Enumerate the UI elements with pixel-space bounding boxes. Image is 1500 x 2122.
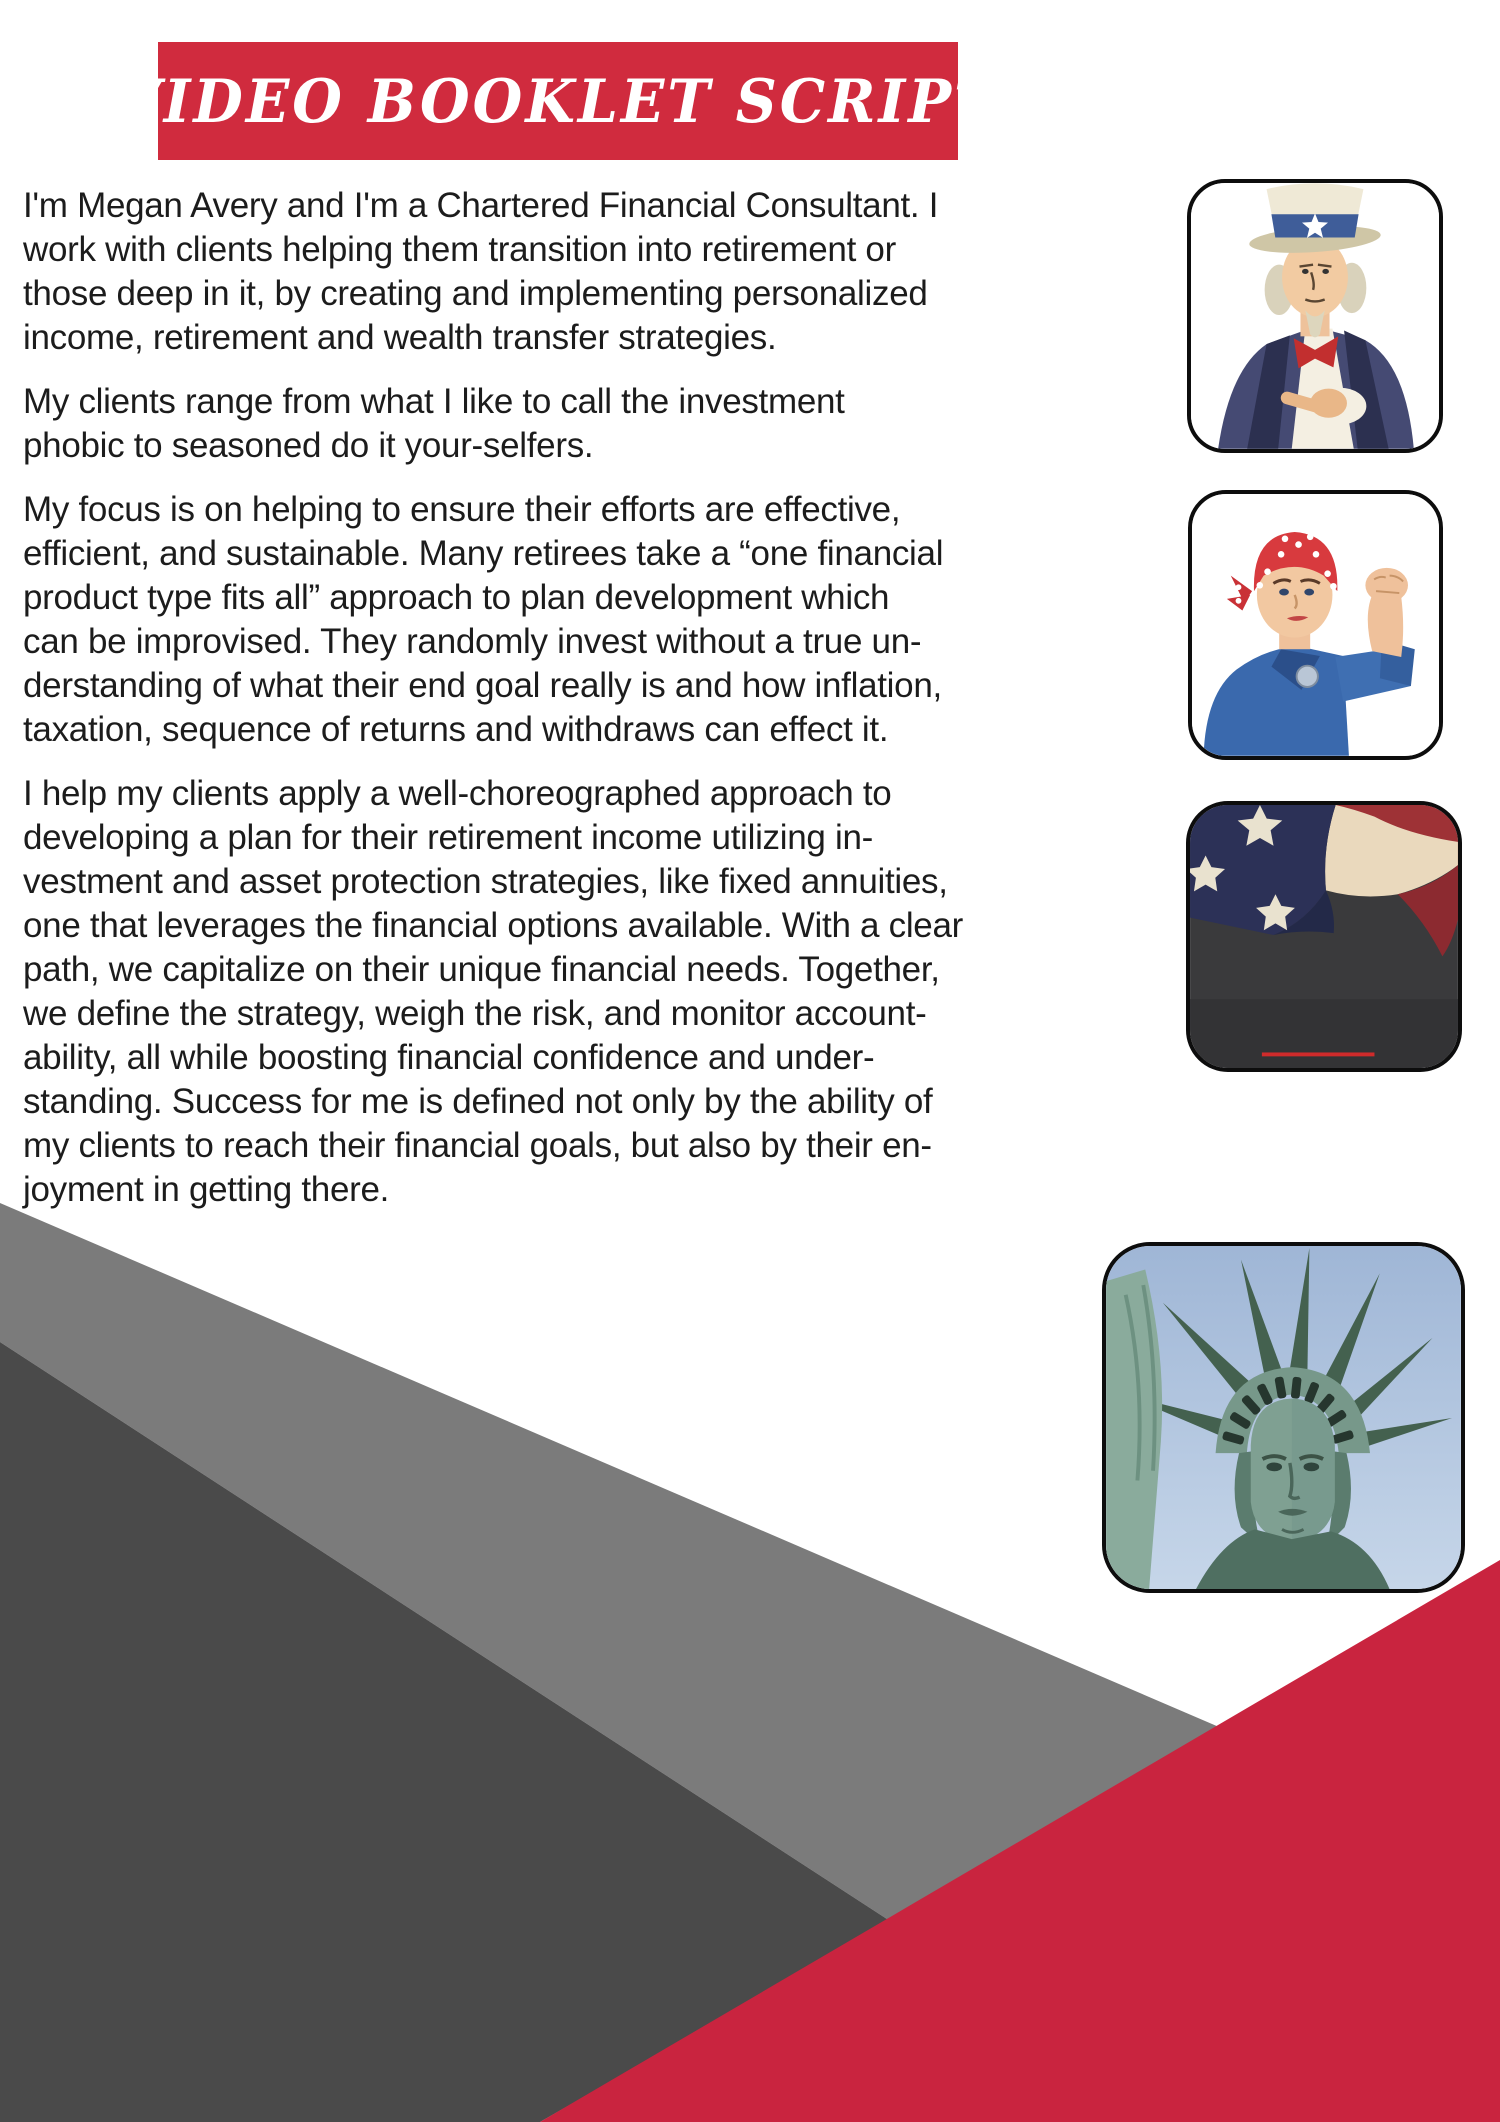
uncle-sam-image (1187, 179, 1443, 453)
paragraph-focus (23, 488, 1168, 752)
text-line: path, we capitalize on their unique financial needs. Together, (23, 950, 940, 989)
text-line: income, retirement and wealth transfer strategies. (23, 318, 777, 357)
rosie-button (1297, 666, 1318, 687)
rosie-fist (1365, 568, 1408, 603)
text-line: we define the strategy, weigh the risk, and monitor account- (23, 994, 927, 1033)
text-line: those deep in it, by creating and implementing personalized (23, 274, 928, 313)
text-line: my clients to reach their financial goals, but also by their en- (23, 1126, 932, 1165)
text-line: efficient, and sustainable. Many retirees take a “one financial (23, 534, 944, 573)
uncle-sam-illustration (1191, 183, 1439, 449)
text-line: work with clients helping them transition into retirement or (23, 230, 896, 269)
rosie-the-riveter-image (1188, 490, 1443, 760)
american-flag-image (1186, 801, 1462, 1072)
text-line: vestment and asset protection strategies, like fixed annuities, (23, 862, 948, 901)
title-banner (116, 42, 1000, 160)
text-line: can be improvised. They randomly invest without a true un- (23, 622, 922, 661)
script-text (23, 184, 1168, 1232)
paragraph-intro (23, 184, 1168, 360)
text-line: I help my clients apply a well-choreographed approach to (23, 774, 892, 813)
text-line: My focus is on helping to ensure their efforts are effective, (23, 490, 901, 529)
statue-of-liberty-image (1102, 1242, 1465, 1593)
text-line: joyment in getting there. (23, 1170, 390, 1209)
text-line: phobic to seasoned do it your-selfers. (23, 426, 594, 465)
paragraph-clients (23, 380, 1168, 468)
text-line: one that leverages the financial options available. With a clear (23, 906, 963, 945)
liberty-illustration (1106, 1246, 1461, 1589)
text-line: product type fits all” approach to plan development which (23, 578, 890, 617)
text-line: ability, all while boosting financial confidence and under- (23, 1038, 875, 1077)
text-line: developing a plan for their retirement income utilizing in- (23, 818, 873, 857)
text-line: derstanding of what their end goal really is and how inflation, (23, 666, 942, 705)
flag-red-line (1262, 1052, 1375, 1056)
flag-illustration (1190, 805, 1458, 1068)
text-line: I'm Megan Avery and I'm a Chartered Financial Consultant. I (23, 186, 939, 225)
page-title: VIDEO BOOKLET SCRIPT (116, 65, 1000, 137)
rosie-illustration (1192, 494, 1439, 756)
text-line: My clients range from what I like to call the investment (23, 382, 845, 421)
text-line: standing. Success for me is defined not only by the ability of (23, 1082, 933, 1121)
paragraph-approach (23, 772, 1168, 1212)
text-line: taxation, sequence of returns and withdraws can effect it. (23, 710, 889, 749)
